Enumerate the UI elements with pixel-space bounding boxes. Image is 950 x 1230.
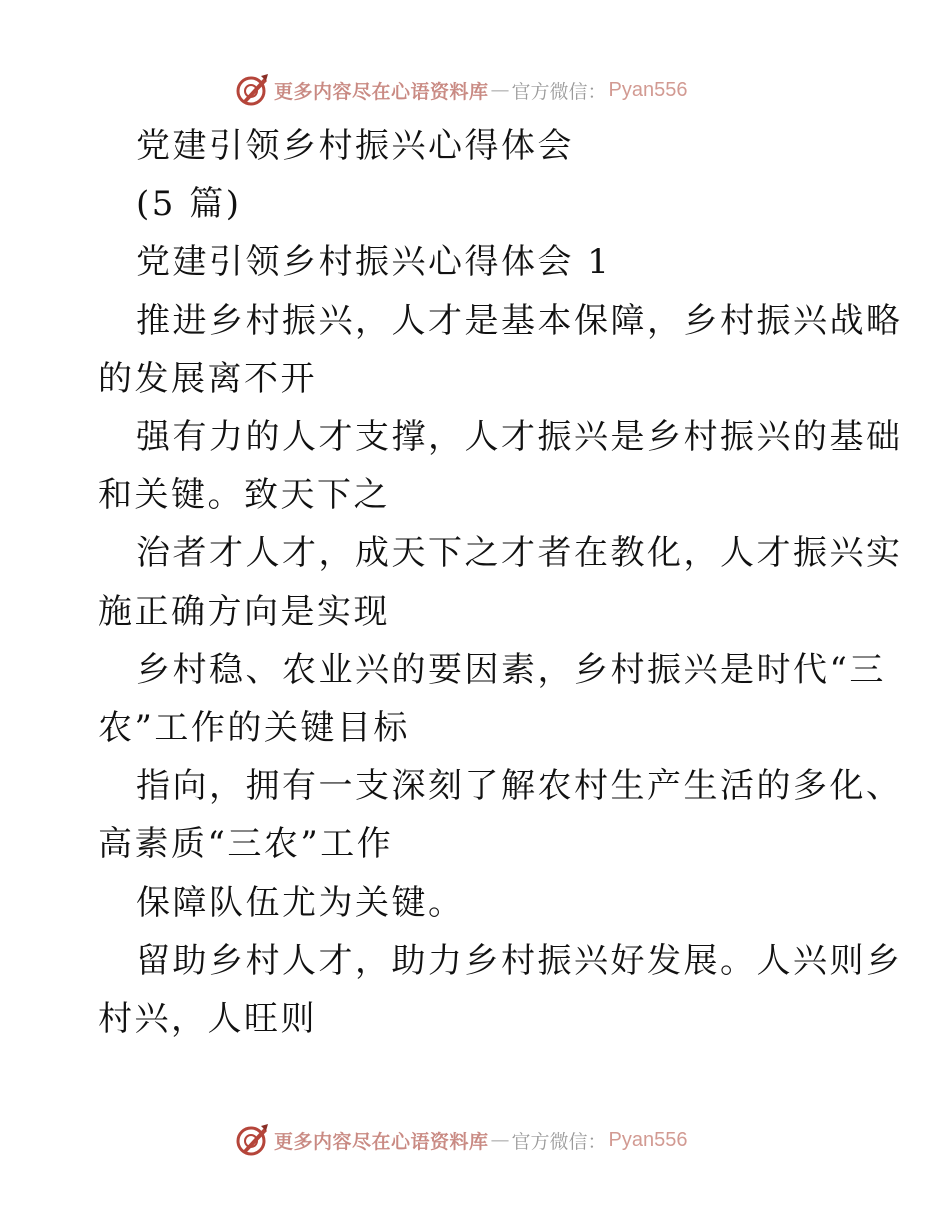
watermark-wechat-id: Pyan556 [608, 1128, 688, 1151]
text-line: 高素质“三农”工作 [98, 824, 394, 864]
text-line: 施正确方向是实现 [98, 592, 390, 632]
text-line: 乡村稳、农业兴的要因素，乡村振兴是时代“三 [136, 650, 886, 690]
watermark-wechat-id: Pyan556 [608, 78, 688, 101]
watermark-official-label: 官方微信： [511, 80, 607, 103]
text-line: 村兴，人旺则 [98, 999, 317, 1039]
text-line: 治者才人才，成天下之才者在教化，人才振兴实 [136, 533, 903, 573]
text-line: 党建引领乡村振兴心得体会 [136, 126, 574, 166]
watermark-dash: — [490, 79, 510, 101]
watermark-dash: — [490, 1129, 510, 1151]
text-line: 和关键。致天下之 [98, 475, 390, 515]
quill-logo-icon [234, 1122, 270, 1158]
watermark-brand: 更多内容尽在心语资料库 [274, 80, 489, 103]
text-line: 留助乡村人才，助力乡村振兴好发展。人兴则乡 [136, 941, 903, 981]
text-line: 保障队伍尤为关键。 [136, 883, 465, 923]
watermark-brand: 更多内容尽在心语资料库 [274, 1130, 489, 1153]
header-watermark [234, 72, 688, 108]
watermark-official-label: 官方微信： [511, 1130, 607, 1153]
text-line: 强有力的人才支撑，人才振兴是乡村振兴的基础 [136, 417, 903, 457]
text-line: 推进乡村振兴，人才是基本保障，乡村振兴战略 [136, 301, 903, 341]
text-line: 的发展离不开 [98, 359, 317, 399]
quill-logo-icon [234, 72, 270, 108]
text-line: 指向，拥有一支深刻了解农村生产生活的多化、 [136, 766, 903, 806]
text-line: 农”工作的关键目标 [98, 708, 410, 748]
footer-watermark [234, 1122, 688, 1158]
text-line: 党建引领乡村振兴心得体会 1 [136, 242, 612, 282]
text-line: (5 篇) [136, 184, 242, 224]
